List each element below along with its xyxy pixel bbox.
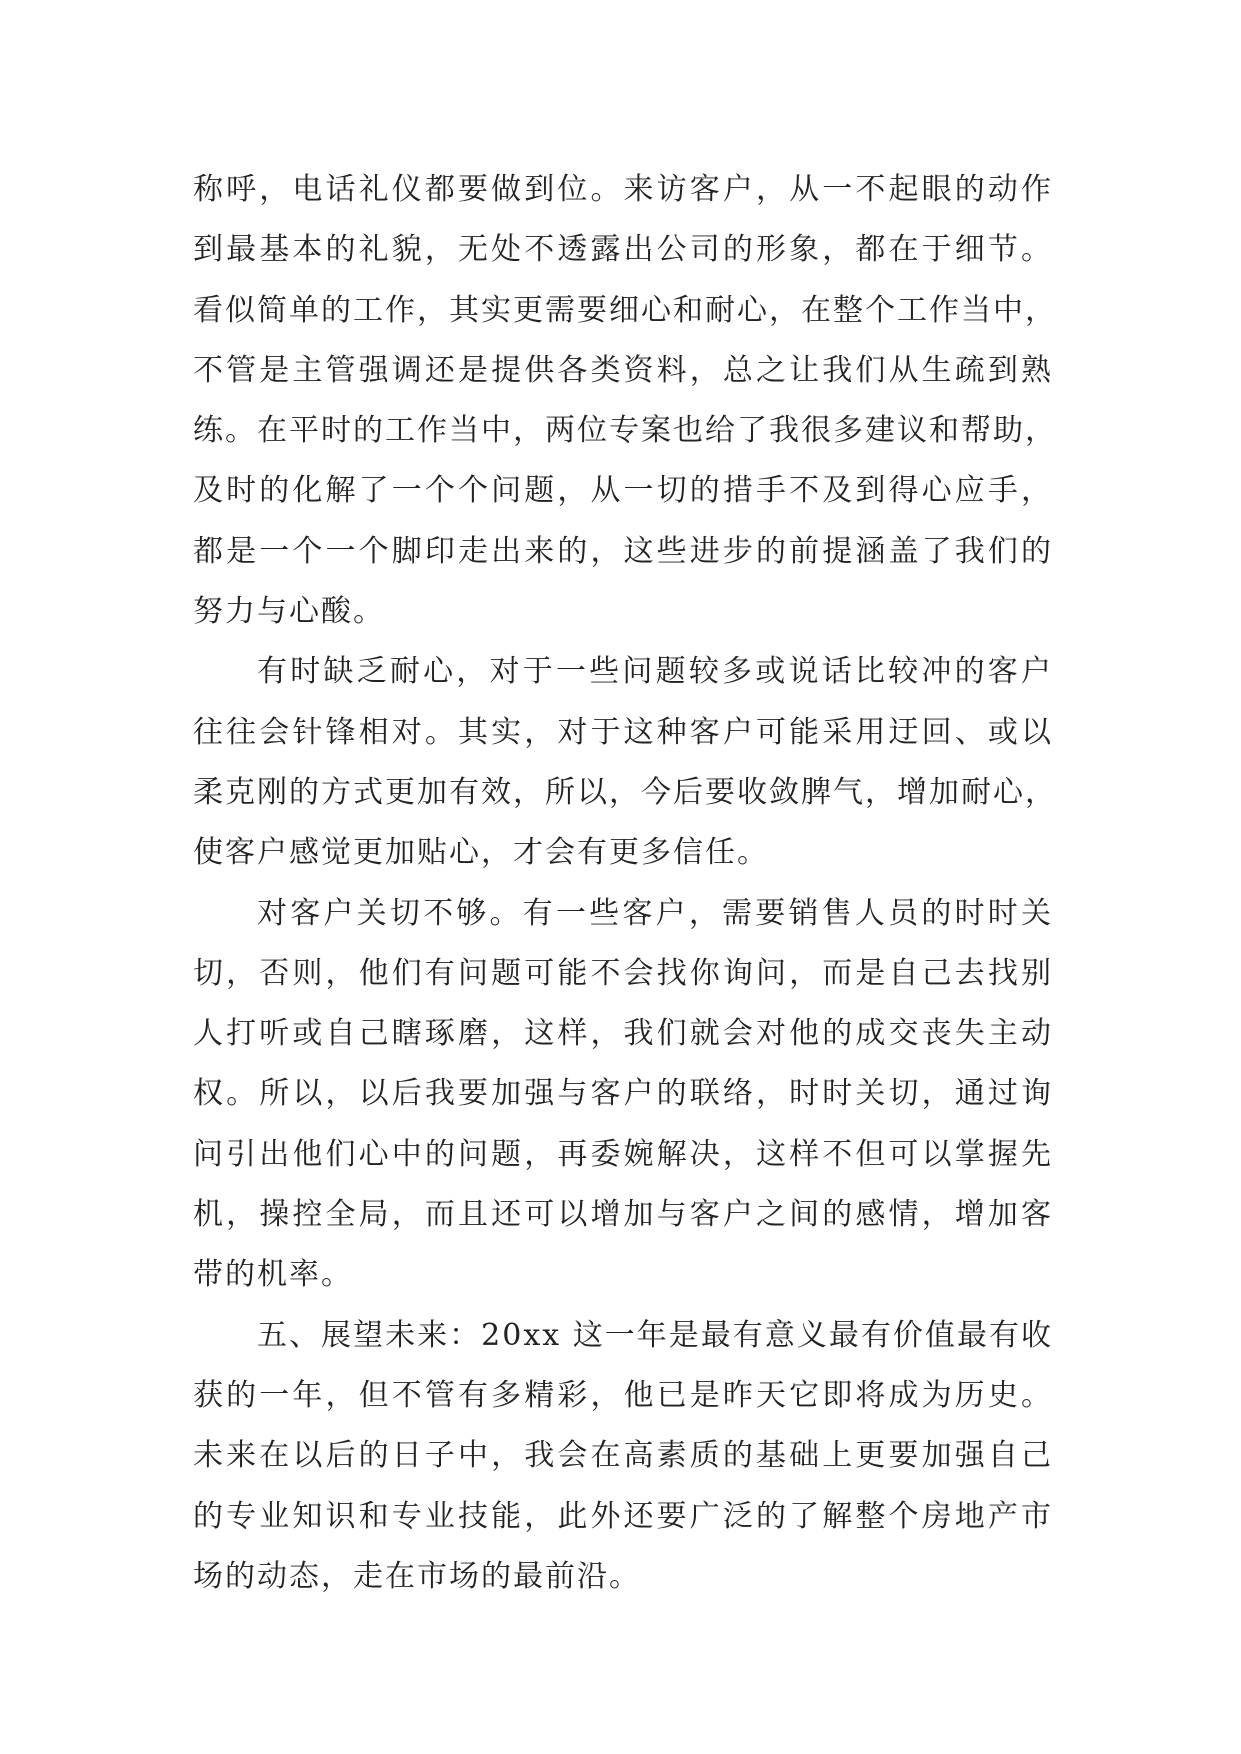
text-line: 问引出他们心中的问题，再委婉解决，这样不但可以掌握先 bbox=[193, 1136, 1053, 1172]
paragraph bbox=[193, 642, 1057, 883]
text-line: 人打听或自己瞎琢磨，这样，我们就会对他的成交丧失主动 bbox=[193, 1016, 1053, 1052]
text-line: 看似简单的工作，其实更需要细心和耐心，在整个工作当中， bbox=[193, 292, 1057, 328]
text-line: 到最基本的礼貌，无处不透露出公司的形象，都在于细节。 bbox=[193, 232, 1053, 268]
text-line: 有时缺乏耐心，对于一些问题较多或说话比较冲的客户 bbox=[257, 654, 1053, 690]
text-line: 及时的化解了一个个问题，从一切的措手不及到得心应手， bbox=[193, 473, 1053, 509]
document-body bbox=[193, 160, 1057, 1607]
text-line: 练。在平时的工作当中，两位专案也给了我很多建议和帮助， bbox=[193, 413, 1057, 449]
text-line: 机，操控全局，而且还可以增加与客户之间的感情，增加客 bbox=[193, 1197, 1053, 1233]
text-line: 都是一个一个脚印走出来的，这些进步的前提涵盖了我们的 bbox=[193, 533, 1053, 569]
text-line: 不管是主管强调还是提供各类资料，总之让我们从生疏到熟 bbox=[193, 352, 1053, 388]
paragraph bbox=[193, 884, 1053, 1306]
text-line: 五、展望未来：20xx 这一年是最有意义最有价值最有收 bbox=[257, 1317, 1053, 1353]
text-line: 的专业知识和专业技能，此外还要广泛的了解整个房地产市 bbox=[193, 1498, 1053, 1534]
text-line: 切，否则，他们有问题可能不会找你询问，而是自己去找别 bbox=[193, 955, 1053, 991]
text-line: 往往会针锋相对。其实，对于这种客户可能采用迂回、或以 bbox=[193, 714, 1053, 750]
text-line: 带的机率。 bbox=[193, 1257, 353, 1293]
text-line: 对客户关切不够。有一些客户，需要销售人员的时时关 bbox=[257, 895, 1053, 931]
text-line: 柔克刚的方式更加有效，所以，今后要收敛脾气，增加耐心， bbox=[193, 774, 1057, 810]
paragraph bbox=[193, 160, 1057, 642]
text-line: 获的一年，但不管有多精彩，他已是昨天它即将成为历史。 bbox=[193, 1377, 1053, 1413]
text-line: 场的动态，走在市场的最前沿。 bbox=[193, 1558, 641, 1594]
text-line: 未来在以后的日子中，我会在高素质的基础上更要加强自己 bbox=[193, 1438, 1053, 1474]
text-line: 使客户感觉更加贴心，才会有更多信任。 bbox=[193, 835, 769, 871]
text-line: 权。所以，以后我要加强与客户的联络，时时关切，通过询 bbox=[193, 1076, 1053, 1112]
text-line: 称呼，电话礼仪都要做到位。来访客户，从一不起眼的动作 bbox=[193, 172, 1053, 207]
text-line: 努力与心酸。 bbox=[193, 594, 385, 630]
paragraph bbox=[193, 1306, 1053, 1607]
